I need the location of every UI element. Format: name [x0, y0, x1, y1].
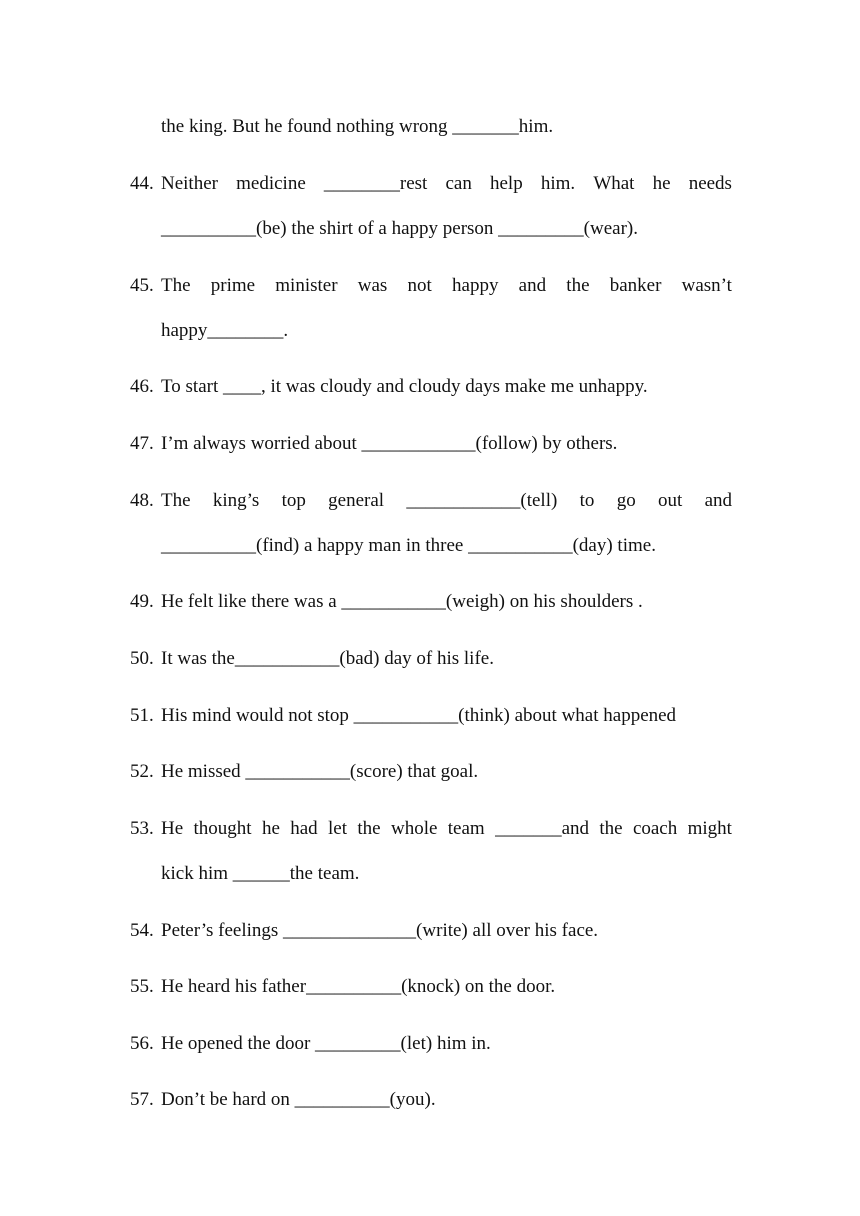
word: out — [657, 490, 683, 511]
question-number: 53. — [130, 818, 154, 839]
word: banker — [609, 275, 662, 296]
item-text-line: __________(find) a happy man in three ___________(day) time. — [161, 535, 656, 556]
item-text-line: kick him ______the team. — [161, 863, 360, 884]
word: and — [518, 275, 547, 296]
question-number: 47. — [130, 433, 154, 454]
question-number: 52. — [130, 761, 154, 782]
word: had — [290, 818, 318, 839]
item-43-continuation — [161, 116, 732, 138]
word: needs — [688, 173, 732, 194]
question-47 — [130, 433, 732, 455]
question-48-line-2 — [161, 535, 732, 557]
word: not — [407, 275, 432, 296]
word: whole — [390, 818, 438, 839]
word: Neither — [161, 173, 218, 194]
word: happy — [452, 275, 499, 296]
question-number: 48. — [130, 490, 154, 511]
question-50 — [130, 648, 732, 670]
question-45 — [130, 275, 732, 297]
item-text-line: Peter’s feelings ______________(write) all over his face. — [161, 920, 599, 941]
word: The — [161, 275, 191, 296]
word: general — [328, 490, 385, 511]
item-text-line: He felt like there was a ___________(weigh) on his shoulders . — [161, 591, 643, 612]
question-53-line-2 — [161, 863, 732, 885]
word: _______and — [495, 818, 589, 839]
question-number: 49. — [130, 591, 154, 612]
word: ________rest — [323, 173, 428, 194]
question-number: 44. — [130, 173, 154, 194]
word: team — [447, 818, 485, 839]
word: minister — [275, 275, 338, 296]
question-51 — [130, 705, 732, 727]
item-text-line: He missed ___________(score) that goal. — [161, 761, 479, 782]
question-55 — [130, 976, 732, 998]
word: medicine — [236, 173, 306, 194]
question-number: 46. — [130, 376, 154, 397]
item-text-line: It was the___________(bad) day of his life. — [161, 648, 494, 669]
word: ____________(tell) — [406, 490, 558, 511]
question-44 — [130, 173, 732, 195]
word: thought — [193, 818, 252, 839]
question-44-line-2 — [161, 218, 732, 240]
question-57 — [130, 1089, 732, 1111]
word: coach — [632, 818, 678, 839]
question-number: 45. — [130, 275, 154, 296]
word: go — [616, 490, 636, 511]
item-text-line: I’m always worried about ____________(follow) by others. — [161, 433, 618, 454]
word: the — [599, 818, 623, 839]
word: He — [161, 818, 184, 839]
word: can — [445, 173, 472, 194]
item-text-line: __________(be) the shirt of a happy person _________(wear). — [161, 218, 638, 239]
item-text-line — [161, 173, 732, 195]
question-54 — [130, 920, 732, 942]
item-text-line: the king. But he found nothing wrong _______him. — [161, 116, 554, 137]
item-text-line: To start ____, it was cloudy and cloudy days make me unhappy. — [161, 376, 648, 397]
word: let — [328, 818, 348, 839]
question-56 — [130, 1033, 732, 1055]
word: him. — [540, 173, 576, 194]
word: the — [566, 275, 590, 296]
word: was — [357, 275, 388, 296]
item-text-line: happy________. — [161, 320, 289, 341]
question-48 — [130, 490, 732, 512]
question-number: 56. — [130, 1033, 154, 1054]
item-text-line — [161, 275, 732, 297]
word: might — [687, 818, 732, 839]
word: he — [261, 818, 280, 839]
item-text-line: He opened the door _________(let) him in. — [161, 1033, 491, 1054]
word: wasn’t — [681, 275, 732, 296]
item-text-line — [161, 490, 732, 512]
word: help — [490, 173, 523, 194]
word: The — [161, 490, 191, 511]
question-number: 50. — [130, 648, 154, 669]
word: prime — [210, 275, 256, 296]
question-45-line-2 — [161, 320, 732, 342]
word: he — [652, 173, 671, 194]
item-text-line: Don’t be hard on __________(you). — [161, 1089, 436, 1110]
word: the — [357, 818, 381, 839]
question-46 — [130, 376, 732, 398]
item-text-line — [161, 818, 732, 840]
item-text-line: He heard his father__________(knock) on the door. — [161, 976, 556, 997]
question-number: 55. — [130, 976, 154, 997]
word: to — [579, 490, 595, 511]
question-number: 54. — [130, 920, 154, 941]
item-text-line: His mind would not stop ___________(think) about what happened — [161, 705, 677, 726]
question-53 — [130, 818, 732, 840]
word: king’s — [212, 490, 260, 511]
word: What — [593, 173, 635, 194]
question-number: 57. — [130, 1089, 154, 1110]
word: top — [281, 490, 306, 511]
question-52 — [130, 761, 732, 783]
word: and — [704, 490, 732, 511]
question-49 — [130, 591, 732, 613]
question-number: 51. — [130, 705, 154, 726]
